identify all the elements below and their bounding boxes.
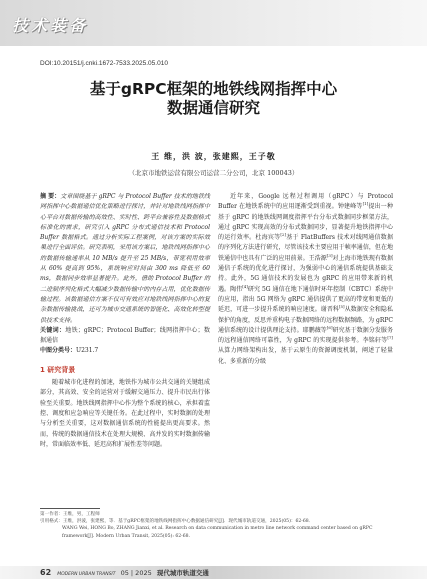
citation-6[interactable]: [6] — [326, 324, 333, 330]
citation-7[interactable]: [7] — [387, 335, 393, 341]
right-column — [218, 192, 393, 367]
footnote-author-info: 第一作者：王维，男，工程师 — [40, 512, 100, 517]
clc-label: 中图分类号： — [40, 347, 77, 355]
journal-name-cn: 现代城市轨道交通 — [156, 569, 209, 577]
author-list: 王 维，洪 波，张建熙，王子敬 — [151, 151, 276, 161]
para-2-part-f: 从数据安全和隐私保护的角度，反思并重构电子数据网络的远程数据频路，为 gRPC 通信系统的设计提供理论支持。耶鹏薇等 — [218, 306, 393, 334]
citation-2[interactable]: [2] — [280, 232, 287, 238]
para-2-part-h: 从算力网络架构出发，基于云原生的资源调度机制，阐述了轻量化、多重新的分级 — [218, 347, 393, 365]
footnotes — [40, 511, 395, 540]
left-column — [40, 192, 210, 450]
journal-name-en: MODERN URBAN TRANSIT — [57, 572, 116, 577]
clc-block — [40, 346, 210, 356]
article-title-line-1: 基于gRPC框架的地铁线网指挥中心 — [89, 80, 338, 98]
citation-1[interactable]: [1] — [362, 201, 369, 207]
keywords-text: 地铁；gRPC；Protocol Buffer；线网指挥中心；数据通信 — [40, 326, 210, 345]
para-2-part-g: 研究基于数据分发服务的远程通信网络可靠性，为 gRPC 的实现提供参考。李铭轩等 — [218, 326, 393, 345]
doi-line: DOI:10.20151/j.cnki.1672-7533.2025.05.010 — [40, 60, 168, 67]
keywords-label: 关键词： — [40, 326, 66, 334]
article-title-line-2: 数据通信研究 — [166, 99, 260, 117]
footnote-divider — [40, 508, 100, 509]
clc-text: U231.7 — [76, 347, 99, 355]
para-2-part-e: 研究 5G 通信在地下通信时环年控制（CBTC）系统中的应用，指出 5G 网络为 gRPC 通信提供了更高的带宽和更低的延迟，可进一步提升系统的响应速度。谢晋科 — [218, 285, 393, 314]
page-number: 62 — [40, 568, 52, 577]
section-1-intro: 随着城市化进程的加速，地铁作为城市公共交通的关键组成部分，其高效、安全的运营对于缓解交通压力、提升市民出行体验至关重要。地铁线网指挥中心作为整个系统的核心，承担着监控、调度和应急响应等关键任务。在此过程中，实时数据的处理与分析至关重要，这对数据通信系统的性能提出更高要求。然而，传统的数据通信技术在处理大规模、高并发的实时数据传输时，常面临效率低、延迟高和扩展性差等问题。 — [40, 379, 210, 448]
keywords-block — [40, 326, 210, 347]
para-2-part-c: 基于 FlatBuffers 技术对线网通信数据的序列化方法进行研究，尽管该技术主要应用于帧率通信，但在地铁通信中也具有广泛的应用前景。王浩源 — [218, 234, 393, 262]
abstract-text: 文章围绕基于 gRPC 与 Protocol Buffer 技术的地铁线网指挥中心数据通信优化策略进行探讨，并针对地铁线网指挥中心平台对数据传输的高效性、实时性、跨平台兼容性及数据格式标准化的需求，研究引入 gRPC 分布式通信技术和 Protocol Buffer 数据格式。通过分析实际工程案例，对该方案的实际效果进行全面评估。研究表明，采用该方案后，地铁线网指挥中心的数据传输速率从 10 MB/s 提升至 25 MB/s，带宽利用效率从 60% 提高到 95%，系统响应时间由 300 ms 降低至 60 ms，数据同步效率显著提升。此外，借助 Protocol Buffer 的二进制序列化格式大幅减少数据传输中的内存占用，优化数据传输过程。该数据通信方案不仅可有效应对地铁线网指挥中心的复杂数据传输挑战，还可为城市交通系统的智能化、高效化转型提供技术支持。 — [40, 193, 210, 324]
para-2-part-a: 近年来，Google 远程过程调用（gRPC）与 Protocol Buffer 在地铁系统中的应用逐渐受到重视。钟建峰等 — [218, 193, 393, 211]
author-affiliation: （北京市地铁运营有限公司运营二分公司，北京 100043） — [128, 169, 299, 177]
issue-label: 05 | 2025 — [120, 569, 152, 577]
abstract-label: 摘 要： — [40, 193, 61, 200]
citation-4[interactable]: [4] — [242, 283, 248, 289]
abstract-block — [40, 192, 210, 326]
section-heading-1: 1 研究背景 — [40, 365, 76, 374]
para-2-part-b: 提出一种基于 gRPC 的地铁线网调度指挥平台分布式数据同步框架方法，通过 gRPC 实现高效的分布式数据同步，显著提升地铁指挥中心的运行效率。杜海宾等 — [218, 203, 393, 242]
citation-5[interactable]: [5] — [338, 304, 345, 310]
section-1-para-2 — [218, 192, 393, 367]
section-label: 技术装备 — [12, 16, 89, 35]
footnote-citation-en-1: WANG Wei, HONG Bo, ZHANG Jianxi, et al. Research on data communication in metro line network command center based on gRPC — [62, 526, 373, 532]
page-footer — [40, 566, 209, 579]
para-2-part-d: 对上海市地铁现有数据通信子系统的优化进行探讨，为强弱中心的通信系统提供基础支持。此外，5G 通信技术的发展也为 gRPC 的应用带来新的机遇。陶伟 — [218, 254, 393, 293]
footnote-citation-cn: 引用格式：王维，洪波，张建熙，等．基于gRPC框架的地铁线网指挥中心数据通信研究[J]．现代城市轨道交通，2025(05)：62-68． — [40, 519, 314, 525]
footnote-citation-en-2: framework[J]. Modern Urban Transit, 2025(05): 62-68. — [62, 533, 191, 539]
citation-3[interactable]: [3] — [326, 252, 333, 258]
